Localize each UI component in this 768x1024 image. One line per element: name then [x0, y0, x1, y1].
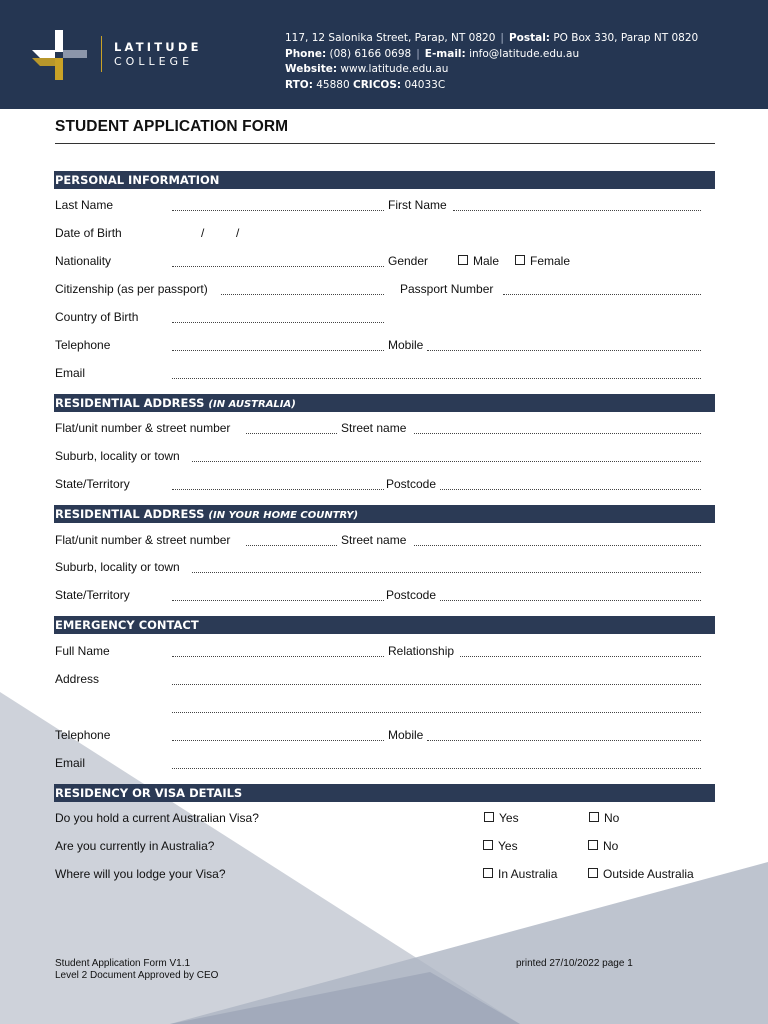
address-field-line-2[interactable] — [172, 711, 701, 713]
form-version: Student Application Form V1.1 — [55, 958, 191, 969]
cricos-label: CRICOS: — [353, 78, 402, 91]
email-field[interactable] — [172, 377, 701, 379]
option-label: Outside Australia — [603, 867, 694, 881]
mobile-field[interactable] — [427, 349, 701, 351]
form-title: STUDENT APPLICATION FORM — [55, 118, 289, 135]
section-residential-address-australia — [54, 394, 715, 412]
flat-label: Flat/unit number & street number — [55, 533, 231, 547]
option-label: No — [604, 811, 620, 825]
logo-divider — [101, 36, 102, 72]
option-label: No — [603, 839, 619, 853]
dob-label: Date of Birth — [55, 226, 122, 240]
passport-number-field[interactable] — [503, 293, 701, 295]
first-name-label: First Name — [388, 198, 447, 212]
contact-details: 117, 12 Salonika Street, Parap, NT 0820 | Postal: PO Box 330, Parap NT 0820 Phone: (08) 6166 0698 | E-mail: info@latitude.edu.au Website: www.latitude.edu.au RTO: 45880 CRICOS: 04033C — [285, 32, 699, 91]
rto-number: 45880 — [316, 78, 350, 91]
relationship-field[interactable] — [460, 655, 701, 657]
section-heading-note: (IN AUSTRALIA) — [208, 399, 296, 410]
section-heading: PERSONAL INFORMATION — [55, 173, 220, 187]
address: 117, 12 Salonika Street, Parap, NT 0820 — [285, 32, 496, 44]
country-of-birth-label: Country of Birth — [55, 310, 139, 324]
address-field[interactable] — [172, 683, 701, 685]
passport-number-label: Passport Number — [400, 282, 494, 296]
email-field[interactable] — [172, 767, 701, 769]
section-heading: RESIDENTIAL ADDRESS — [55, 396, 205, 410]
email-label: Email — [55, 756, 86, 770]
gender-male-option[interactable] — [458, 254, 499, 268]
postcode-label: Postcode — [386, 588, 437, 602]
full-name-label: Full Name — [55, 644, 110, 658]
street-name-field[interactable] — [414, 432, 701, 434]
country-of-birth-field[interactable] — [172, 321, 384, 323]
website-link[interactable]: www.latitude.edu.au — [340, 63, 449, 75]
checkbox[interactable] — [483, 840, 493, 850]
section-personal-information — [54, 171, 715, 189]
section-emergency-contact — [54, 616, 715, 634]
checkbox[interactable] — [588, 868, 598, 878]
telephone-label: Telephone — [55, 728, 111, 742]
checkbox[interactable] — [484, 812, 494, 822]
section-heading: RESIDENTIAL ADDRESS — [55, 507, 205, 521]
email-address[interactable]: info@latitude.edu.au — [469, 47, 580, 60]
approval-note: Level 2 Document Approved by CEO — [55, 970, 219, 981]
dob-separator: / — [236, 226, 240, 240]
checkbox[interactable] — [515, 255, 525, 265]
suburb-label: Suburb, locality or town — [55, 449, 180, 463]
state-label: State/Territory — [55, 588, 130, 602]
street-name-label: Street name — [341, 533, 407, 547]
postal-label: Postal: — [508, 32, 550, 44]
email-label: E-mail: — [424, 47, 466, 60]
letterhead — [0, 0, 768, 109]
checkbox[interactable] — [458, 255, 468, 265]
state-label: State/Territory — [55, 477, 130, 491]
postal-address: PO Box 330, Parap NT 0820 — [553, 32, 699, 44]
full-name-field[interactable] — [172, 655, 384, 657]
dob-separator: / — [201, 226, 205, 240]
state-field[interactable] — [172, 488, 384, 490]
option-label: Male — [473, 254, 500, 268]
visa-question-lodge: Where will you lodge your Visa? — [55, 867, 226, 881]
option-label: In Australia — [498, 867, 558, 881]
email-label: Email — [55, 366, 86, 380]
suburb-field[interactable] — [192, 460, 701, 462]
checkbox[interactable] — [589, 812, 599, 822]
postcode-label: Postcode — [386, 477, 437, 491]
in-australia-no-option[interactable] — [588, 839, 618, 853]
lodge-outside-australia-option[interactable] — [588, 867, 694, 881]
street-name-label: Street name — [341, 421, 407, 435]
citizenship-label: Citizenship (as per passport) — [55, 282, 208, 296]
title-rule — [55, 143, 715, 144]
flat-label: Flat/unit number & street number — [55, 421, 231, 435]
address-label: Address — [55, 672, 100, 686]
flat-field[interactable] — [246, 544, 337, 546]
printed-info: printed 27/10/2022 page 1 — [516, 958, 633, 969]
visa-question-current: Do you hold a current Australian Visa? — [55, 811, 259, 825]
section-residential-address-home — [54, 505, 715, 523]
telephone-field[interactable] — [172, 739, 384, 741]
footer-document-info — [55, 958, 218, 982]
website-label: Website: — [285, 63, 338, 75]
gender-female-option[interactable] — [515, 254, 570, 268]
option-label: Female — [530, 254, 571, 268]
mobile-label: Mobile — [388, 728, 424, 742]
visa-current-yes-option[interactable] — [484, 811, 519, 825]
logo-name: LATITUDE — [114, 40, 202, 54]
state-field[interactable] — [172, 599, 384, 601]
telephone-field[interactable] — [172, 349, 384, 351]
logo-subtitle: COLLEGE — [114, 55, 194, 68]
lodge-in-australia-option[interactable] — [483, 867, 557, 881]
option-label: Yes — [499, 811, 519, 825]
suburb-label: Suburb, locality or town — [55, 560, 180, 574]
gender-label: Gender — [388, 254, 429, 268]
section-heading: EMERGENCY CONTACT — [55, 618, 199, 632]
section-heading-note: (IN YOUR HOME COUNTRY) — [208, 510, 359, 521]
visa-current-no-option[interactable] — [589, 811, 619, 825]
section-visa-details — [54, 784, 715, 802]
first-name-field[interactable] — [453, 209, 701, 211]
section-heading: RESIDENCY OR VISA DETAILS — [55, 786, 243, 800]
suburb-field[interactable] — [192, 571, 701, 573]
option-label: Yes — [498, 839, 518, 853]
citizenship-field[interactable] — [221, 293, 384, 295]
relationship-label: Relationship — [388, 644, 455, 658]
nationality-field[interactable] — [172, 265, 384, 267]
last-name-label: Last Name — [55, 198, 114, 212]
phone-label: Phone: — [285, 47, 327, 60]
mobile-field[interactable] — [427, 739, 701, 741]
mobile-label: Mobile — [388, 338, 424, 352]
cricos-number: 04033C — [404, 78, 446, 91]
postcode-field[interactable] — [440, 488, 701, 490]
street-name-field[interactable] — [414, 544, 701, 546]
nationality-label: Nationality — [55, 254, 112, 268]
flat-field[interactable] — [246, 432, 337, 434]
checkbox[interactable] — [588, 840, 598, 850]
rto-label: RTO: — [285, 78, 313, 91]
last-name-field[interactable] — [172, 209, 384, 211]
latitude-logo-icon — [32, 30, 92, 80]
in-australia-yes-option[interactable] — [483, 839, 518, 853]
checkbox[interactable] — [483, 868, 493, 878]
visa-question-in-australia: Are you currently in Australia? — [55, 839, 215, 853]
phone-number: (08) 6166 0698 — [329, 47, 412, 60]
postcode-field[interactable] — [440, 599, 701, 601]
telephone-label: Telephone — [55, 338, 111, 352]
